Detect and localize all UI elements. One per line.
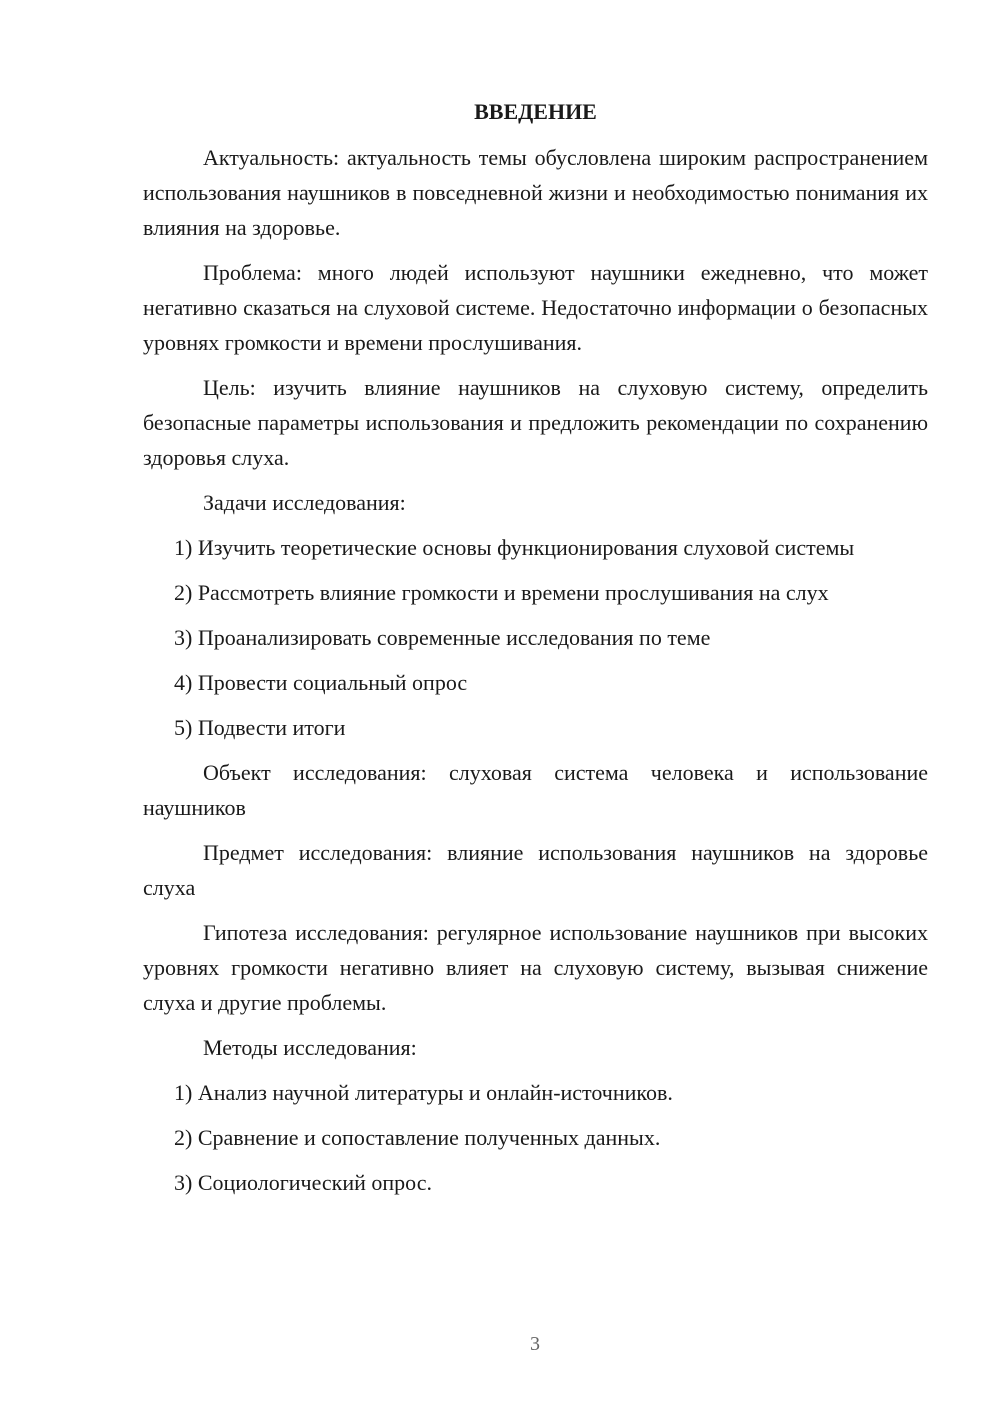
- problem-paragraph: Проблема: много людей используют наушники ежедневно, что может негативно сказаться на слуховой системе. Недостаточно информации о безопасных уровнях громкости и времени прослушивания.: [143, 260, 928, 355]
- methods-title: Методы исследования:: [203, 1035, 417, 1060]
- task-item: 1) Изучить теоретические основы функционирования слуховой системы: [174, 535, 855, 560]
- page-content: [143, 94, 928, 1210]
- goal-paragraph: Цель: изучить влияние наушников на слуховую систему, определить безопасные параметры использования и предложить рекомендации по сохранению здоровья слуха.: [143, 375, 928, 470]
- task-item: 2) Рассмотреть влияние громкости и времени прослушивания на слух: [174, 580, 829, 605]
- task-item: 4) Провести социальный опрос: [174, 670, 468, 695]
- method-item: 2) Сравнение и сопоставление полученных данных.: [174, 1125, 661, 1150]
- tasks-title: Задачи исследования:: [203, 490, 406, 515]
- section-heading: ВВЕДЕНИЕ: [474, 99, 597, 124]
- task-item: 3) Проанализировать современные исследования по теме: [174, 625, 711, 650]
- method-item: 3) Социологический опрос.: [174, 1170, 432, 1195]
- relevance-paragraph: Актуальность: актуальность темы обусловлена широким распространением использования наушников в повседневной жизни и необходимостью понимания их влияния на здоровье.: [143, 145, 928, 240]
- task-item: 5) Подвести итоги: [174, 715, 346, 740]
- method-item: 1) Анализ научной литературы и онлайн-источников.: [174, 1080, 673, 1105]
- subject-paragraph: Предмет исследования: влияние использования наушников на здоровье слуха: [143, 840, 928, 900]
- page-number: 3: [530, 1333, 540, 1355]
- object-paragraph: Объект исследования: слуховая система человека и использование наушников: [143, 760, 928, 820]
- hypothesis-paragraph: Гипотеза исследования: регулярное использование наушников при высоких уровнях громкости негативно влияет на слуховую систему, вызывая снижение слуха и другие проблемы.: [143, 920, 928, 1015]
